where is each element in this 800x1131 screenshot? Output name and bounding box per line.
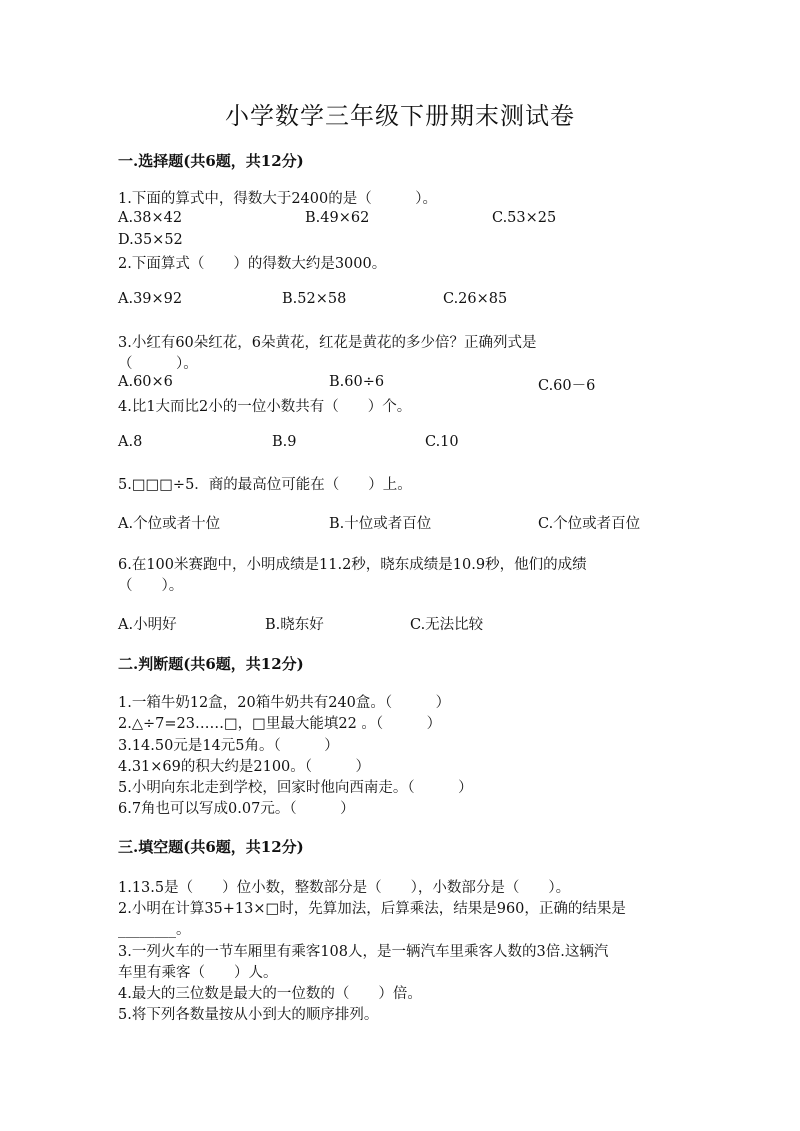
question-5-stem: 5.□□□÷5．商的最高位可能在（ ）上。 <box>118 477 412 493</box>
judgment-item-6: 6.7角也可以写成0.07元。（ ） <box>118 801 355 817</box>
question-3-option-a: A.60×6 <box>118 374 173 390</box>
question-1-stem: 1.下面的算式中，得数大于2400的是（ ）。 <box>118 191 437 207</box>
question-4-stem: 4.比1大而比2小的一位小数共有（ ）个。 <box>118 399 412 415</box>
question-4-option-c: C.10 <box>425 434 459 450</box>
question-6-option-c: C.无法比较 <box>410 617 484 633</box>
fill-item-3-line2: 车里有乘客（ ）人。 <box>118 965 278 981</box>
question-6-stem-line2: （ ）。 <box>118 578 184 594</box>
question-3-stem-line1: 3.小红有60朵红花，6朵黄花，红花是黄花的多少倍？正确列式是 <box>118 335 537 351</box>
judgment-item-4: 4.31×69的积大约是2100。（ ） <box>118 759 371 775</box>
question-5-option-c: C.个位或者百位 <box>538 516 641 532</box>
question-6-option-b: B.晓东好 <box>265 617 324 633</box>
question-1-option-b: B.49×62 <box>305 210 370 226</box>
question-1-option-c: C.53×25 <box>492 210 557 226</box>
question-3-stem-line2: （ ）。 <box>118 356 198 372</box>
question-1-option-a: A.38×42 <box>118 210 183 226</box>
section-heading-fill-in: 三.填空题(共6题，共12分) <box>118 838 304 856</box>
question-4-option-b: B.9 <box>272 434 297 450</box>
fill-item-5: 5.将下列各数量按从小到大的顺序排列。 <box>118 1007 379 1023</box>
question-6-option-a: A.小明好 <box>118 617 177 633</box>
question-5-option-b: B.十位或者百位 <box>329 516 432 532</box>
question-2-stem: 2.下面算式（ ）的得数大约是3000。 <box>118 256 387 272</box>
fill-item-2-line2: ________。 <box>118 922 191 938</box>
section-heading-judgment: 二.判断题(共6题，共12分) <box>118 655 304 673</box>
question-4-option-a: A.8 <box>118 434 143 450</box>
judgment-item-1: 1.一箱牛奶12盒，20箱牛奶共有240盒。（ ） <box>118 695 451 711</box>
judgment-item-3: 3.14.50元是14元5角。（ ） <box>118 738 339 754</box>
fill-item-3-line1: 3.一列火车的一节车厢里有乘客108人，是一辆汽车里乘客人数的3倍.这辆汽 <box>118 944 609 960</box>
question-3-option-b: B.60÷6 <box>329 374 385 390</box>
question-2-option-b: B.52×58 <box>282 291 347 307</box>
fill-item-2-line1: 2.小明在计算35+13×□时，先算加法，后算乘法，结果是960，正确的结果是 <box>118 901 626 917</box>
judgment-item-5: 5.小明向东北走到学校，回家时他向西南走。（ ） <box>118 780 473 796</box>
question-2-option-c: C.26×85 <box>443 291 508 307</box>
judgment-item-2: 2.△÷7=23……□，□里最大能填22 。（ ） <box>118 716 442 732</box>
question-5-option-a: A.个位或者十位 <box>118 516 221 532</box>
question-2-option-a: A.39×92 <box>118 291 183 307</box>
question-3-option-c: C.60－6 <box>538 378 596 394</box>
question-1-option-d: D.35×52 <box>118 232 183 248</box>
fill-item-4: 4.最大的三位数是最大的一位数的（ ）倍。 <box>118 986 422 1002</box>
section-heading-choice: 一.选择题(共6题，共12分) <box>118 152 304 170</box>
fill-item-1: 1.13.5是（ ）位小数，整数部分是（ ），小数部分是（ ）。 <box>118 880 571 896</box>
page-title: 小学数学三年级下册期末测试卷 <box>225 102 575 130</box>
question-6-stem-line1: 6.在100米赛跑中，小明成绩是11.2秒，晓东成绩是10.9秒，他们的成绩 <box>118 557 587 573</box>
